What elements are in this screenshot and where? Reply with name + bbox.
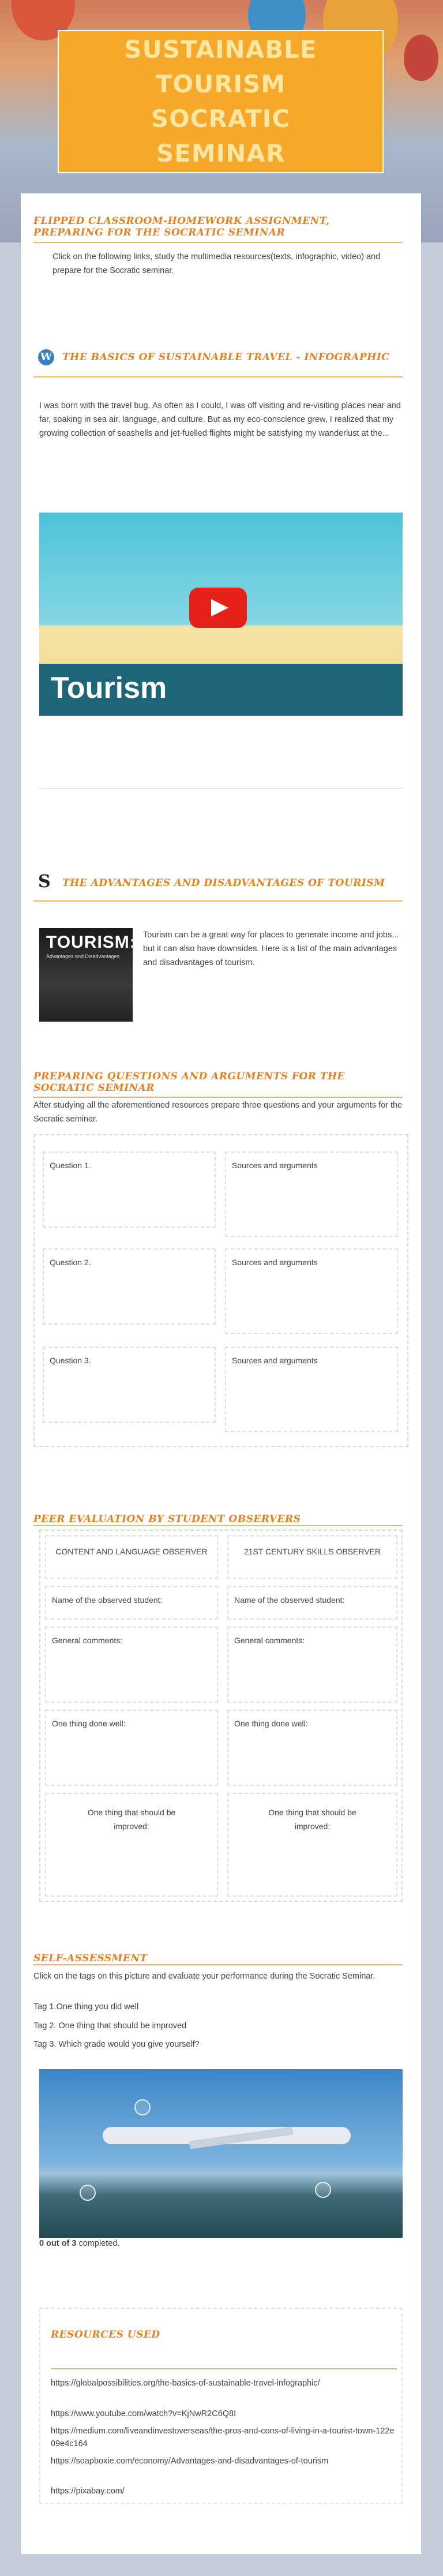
content-language-header: CONTENT AND LANGUAGE OBSERVER	[45, 1535, 218, 1579]
section-title-peer-evaluation: PEER EVALUATION BY STUDENT OBSERVERS	[33, 1513, 301, 1525]
video-title-label: Tourism	[51, 671, 167, 705]
progress-suffix: completed.	[76, 2239, 120, 2248]
divider	[33, 900, 403, 902]
progress-status	[39, 2237, 403, 2250]
advantages-summary: Tourism can be a great way for places to generate income and jobs... but it can also have downsides. Here is a list of the main advantages and disadvantages of tourism.	[143, 930, 399, 967]
question-1-field[interactable]: Question 1.	[43, 1151, 216, 1228]
improvement-field[interactable]: One thing that should be improved:	[45, 1793, 218, 1897]
wordpress-icon: W	[38, 349, 54, 365]
youtube-video-player[interactable]	[39, 513, 403, 716]
resource-link[interactable]: https://soapboxie.com/economy/Advantages-and-disadvantages-of-tourism	[51, 2457, 329, 2466]
article-thumbnail[interactable]	[39, 928, 136, 1022]
play-icon[interactable]	[189, 588, 247, 628]
section-title-advantages[interactable]: THE ADVANTAGES AND DISADVANTAGES OF TOURISM	[62, 877, 385, 889]
sources-1-field[interactable]: Sources and arguments	[225, 1151, 398, 1237]
section-title-resources: RESOURCES USED	[51, 2329, 160, 2341]
observed-student-name-field[interactable]: Name of the observed student:	[45, 1586, 218, 1620]
improvement-field[interactable]: One thing that should be improved:	[227, 1793, 397, 1897]
divider	[33, 1525, 403, 1526]
general-comments-field[interactable]: General comments:	[227, 1627, 397, 1703]
general-comments-field[interactable]: General comments:	[45, 1627, 218, 1703]
thumbnail-subtitle: Advantages and Disadvantages	[46, 954, 120, 959]
divider	[51, 2368, 397, 2369]
tag-instruction: Tag 3. Which grade would you give yourself?	[33, 2040, 200, 2049]
thumbnail-title: TOURISM:	[46, 933, 136, 952]
self-assessment-intro: Click on the tags on this picture and evaluate your performance during the Socratic Seminar.	[33, 1972, 376, 1981]
sources-3-field[interactable]: Sources and arguments	[225, 1347, 398, 1432]
done-well-field[interactable]: One thing done well:	[227, 1710, 397, 1786]
section-title-infographic[interactable]: THE BASICS OF SUSTAINABLE TRAVEL - INFOGRAPHIC	[62, 352, 390, 363]
section-title-questions: PREPARING QUESTIONS AND ARGUMENTS FOR THE SOCRATIC SEMINAR	[33, 1071, 345, 1094]
resource-link[interactable]: https://www.youtube.com/watch?v=KjNwR2C6Q8I	[51, 2409, 236, 2418]
scribd-icon: S	[38, 872, 51, 892]
skills-header: 21ST CENTURY SKILLS OBSERVER	[227, 1535, 397, 1579]
homework-instructions: Click on the following links, study the multimedia resources(texts, infographic, video) and prepare for the Socratic seminar.	[52, 252, 381, 275]
section-title-homework: FLIPPED CLASSROOM-HOMEWORK ASSIGNMENT, PREPARING FOR THE SOCRATIC SEMINAR	[33, 215, 330, 238]
tag-instruction: Tag 1.One thing you did well	[33, 2002, 139, 2012]
resource-link[interactable]: https://pixabay.com/	[51, 2487, 125, 2496]
tag-hotspot-1[interactable]	[134, 2099, 151, 2115]
tag-hotspot-3[interactable]	[315, 2182, 331, 2198]
observed-student-name-field[interactable]: Name of the observed student:	[227, 1586, 397, 1620]
divider	[33, 1097, 403, 1098]
sources-2-field[interactable]: Sources and arguments	[225, 1248, 398, 1334]
title-banner	[58, 30, 384, 173]
page-title: SUSTAINABLE TOURISM SOCRATIC SEMINAR	[124, 35, 317, 167]
question-2-field[interactable]: Question 2.	[43, 1248, 216, 1325]
done-well-field[interactable]: One thing done well:	[45, 1710, 218, 1786]
question-3-field[interactable]: Question 3.	[43, 1347, 216, 1423]
section-title-self-assessment: SELF-ASSESSMENT	[33, 1953, 148, 1964]
progress-count: 0 out of 3	[39, 2239, 77, 2248]
questions-instructions: After studying all the aforementioned resources prepare three questions and your arguments for the Socratic seminar.	[33, 1101, 403, 1124]
balloon-image	[404, 35, 438, 81]
airplane-image	[39, 2069, 403, 2238]
divider	[33, 1964, 403, 1965]
tag-hotspot-2[interactable]	[80, 2185, 96, 2201]
divider	[33, 376, 403, 377]
resource-link[interactable]: https://globalpossibilities.org/the-basics-of-sustainable-travel-infographic/	[51, 2379, 320, 2388]
main-content-card	[21, 193, 421, 2554]
infographic-excerpt: I was born with the travel bug. As often as I could, I was off visiting and re-visiting places near and far, soaking in sea air, language, and culture. But as my eco-conscience grew, I realized that my growing collection of seashells and jet-fuelled flights might be satisfying my wanderlust at the...	[39, 401, 401, 438]
divider	[33, 242, 403, 243]
resource-link[interactable]: https://medium.com/liveandinvestoverseas/the-pros-and-cons-of-living-in-a-tourist-town-122e09e4c164	[51, 2427, 395, 2448]
tag-instruction: Tag 2. One thing that should be improved	[33, 2021, 187, 2031]
